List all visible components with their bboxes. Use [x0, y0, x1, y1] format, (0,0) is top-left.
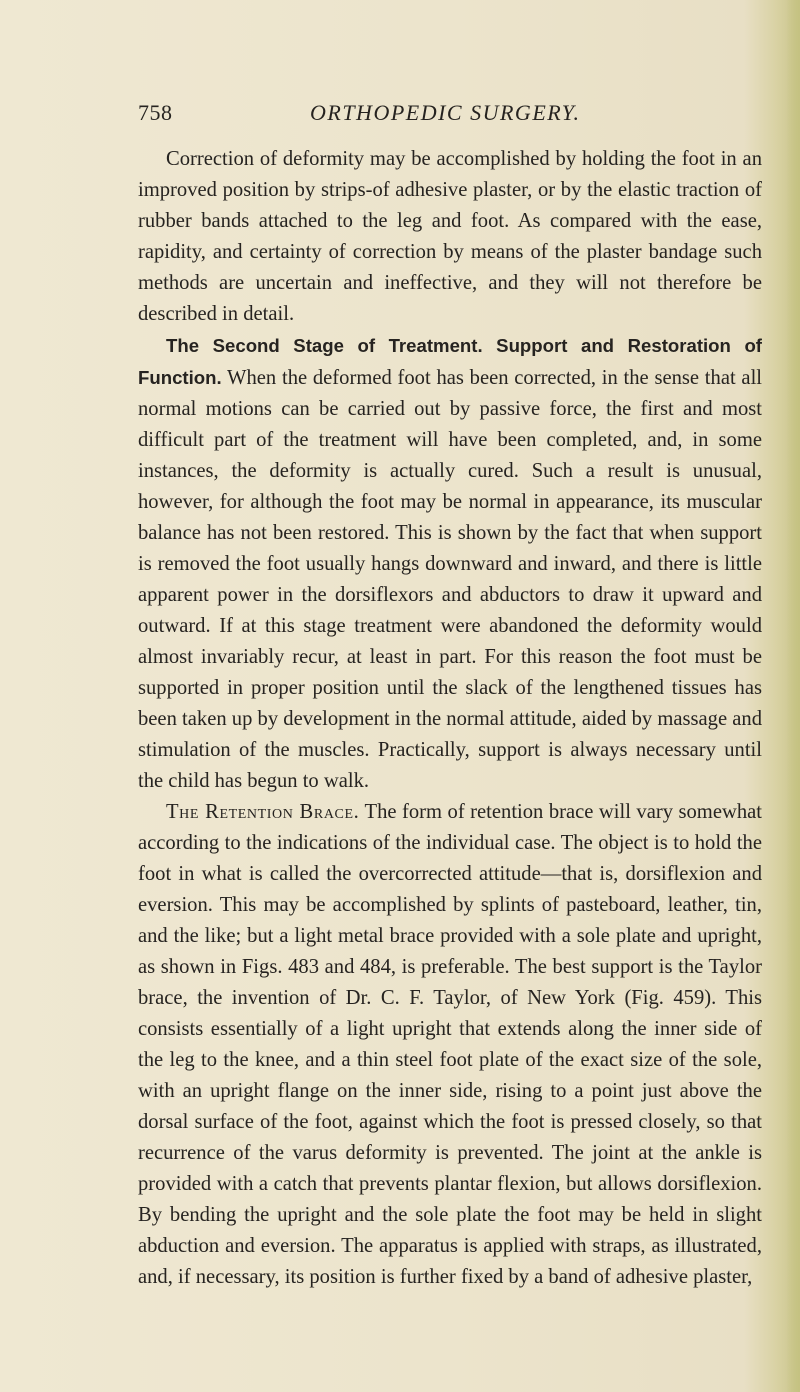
page-edge-shadow: [786, 0, 800, 1392]
paragraph-retention-brace: [138, 797, 762, 1293]
body-text: [138, 144, 762, 1293]
paragraph-text: The form of retention brace will vary somewhat according to the indications of the individual case. The object is to hold the foot in what is called the overcorrected attitude—that is, dorsiflexion and eversion. This may be accomplished by splints of pasteboard, leather, tin, and the like; but a light metal brace provided with a sole plate and upright, as shown in Figs. 483 and 484, is preferable. The best support is the Taylor brace, the invention of Dr. C. F. Taylor, of New York (Fig. 459). This consists essentially of a light upright that extends along the inner side of the leg to the knee, and a thin steel foot plate of the exact size of the sole, with an upright flange on the inner side, rising to a point just above the dorsal surface of the foot, against which the foot is pressed closely, so that recurrence of the varus deformity is prevented. The joint at the ankle is provided with a catch that prevents plantar flexion, but allows dorsiflexion. By bending the upright and the sole plate the foot may be held in slight abduction and eversion. The apparatus is applied with straps, as illustrated, and, if necessary, its position is further fixed by a band of adhesive plaster,: [138, 801, 762, 1288]
section-heading: The Retention Brace.: [166, 801, 360, 823]
paragraph-second-stage: [138, 330, 762, 797]
paragraph-text: When the deformed foot has been corrected, in the sense that all normal motions can be carried out by passive force, the first and most difficult part of the treatment will have been completed, and, in some instances, the deformity is actually cured. Such a result is unusual, however, for although the foot may be normal in appearance, its muscular balance has not been restored. This is shown by the fact that when support is removed the foot usually hangs downward and inward, and there is little apparent power in the dorsiflexors and abductors to draw it upward and outward. If at this stage treatment were abandoned the deformity would almost invariably recur, at least in part. For this reason the foot must be supported in proper position until the slack of the lengthened tissues has been taken up by development in the normal attitude, aided by massage and stimulation of the muscles. Practically, support is always necessary until the child has begun to walk.: [138, 367, 763, 792]
paragraph-correction: [138, 144, 762, 330]
page-number: 758: [138, 100, 173, 125]
running-head: [138, 96, 758, 130]
section-heading: The Second Stage of Treatment. Support and Restoration of Function.: [138, 335, 762, 388]
running-title: ORTHOPEDIC SURGERY.: [310, 100, 581, 125]
paragraph-text: Correction of deformity may be accomplished by holding the foot in an improved position by strips-of adhesive plaster, or by the elastic traction of rubber bands attached to the leg and foot. As compared with the ease, rapidity, and certainty of correction by means of the plaster bandage such methods are uncertain and ineffective, and they will not therefore be described in detail.: [138, 148, 762, 325]
